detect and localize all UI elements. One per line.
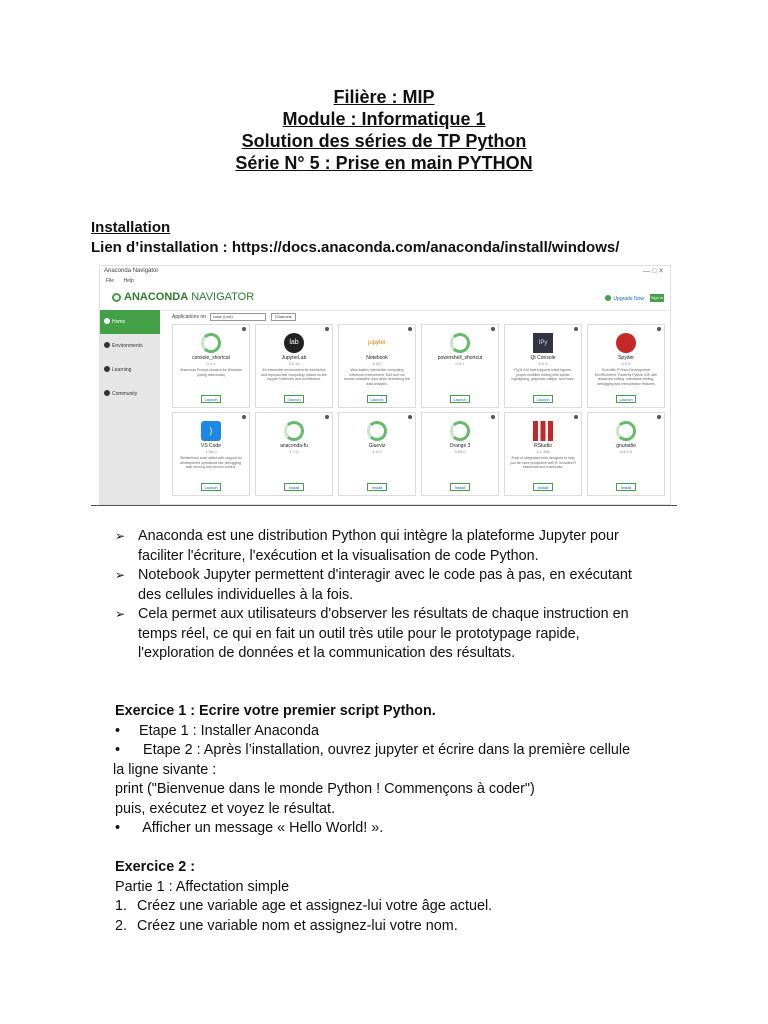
bullet-line: Anaconda est une distribution Python qui intègre la plateforme Jupyter pour xyxy=(138,528,619,544)
app-description xyxy=(422,366,498,394)
logo-rest: NAVIGATOR xyxy=(188,291,255,303)
step-text: Afficher un message « Hello World! ». xyxy=(139,820,384,836)
title-line-module: Module : Informatique 1 xyxy=(282,109,486,129)
people-icon xyxy=(104,390,110,396)
app-logo-icon: lab xyxy=(284,333,304,353)
sign-in-button[interactable]: Sign in xyxy=(650,295,664,300)
exercice-1-step-1 xyxy=(115,722,715,742)
app-version: 4.2.5 xyxy=(621,361,631,366)
home-icon xyxy=(104,318,110,324)
app-card xyxy=(255,412,333,496)
app-name: Qt Console xyxy=(530,355,556,361)
exercice-2-item xyxy=(115,897,715,917)
gear-icon[interactable] xyxy=(242,415,246,419)
app-logo-icon xyxy=(450,421,470,441)
app-card xyxy=(172,324,250,408)
app-name: Orange 3 xyxy=(449,443,471,449)
arrow-bullet-icon: ➢ xyxy=(115,529,126,543)
app-launch-button[interactable]: Launch xyxy=(533,395,553,403)
app-logo-icon xyxy=(616,333,636,353)
app-launch-button[interactable]: Launch xyxy=(201,395,221,403)
app-launch-button[interactable]: Launch xyxy=(450,395,470,403)
app-launch-button[interactable]: Install xyxy=(367,483,387,491)
exercice-1-step-3 xyxy=(115,819,715,839)
upgrade-label: Upgrade Now xyxy=(613,296,644,302)
bullet-line: l'exploration de données et la communication des résultats. xyxy=(138,645,516,661)
app-logo-icon xyxy=(201,333,221,353)
app-logo-icon: jupyter xyxy=(367,340,386,346)
navigator-sidebar xyxy=(100,310,160,504)
app-card xyxy=(338,324,416,408)
window-titlebar xyxy=(100,266,670,278)
sidebar-label: Community xyxy=(112,391,138,397)
sidebar-item-home[interactable] xyxy=(100,310,160,334)
menu-bar xyxy=(100,278,670,286)
app-logo-icon: ⟩ xyxy=(201,421,221,441)
exercice-1-code: print ("Bienvenue dans le monde Python ! Commençons à coder") xyxy=(115,781,535,797)
title-line-solution: Solution des séries de TP Python xyxy=(241,131,527,151)
gear-icon[interactable] xyxy=(574,327,578,331)
app-card xyxy=(587,324,665,408)
app-launch-button[interactable]: Install xyxy=(450,483,470,491)
sidebar-item-community[interactable] xyxy=(100,382,160,406)
bullet-line: temps réel, ce qui en fait un outil très utile pour le prototypage rapide, xyxy=(138,625,580,642)
document-title xyxy=(0,86,768,174)
dot-bullet-icon: • xyxy=(115,722,121,739)
app-card xyxy=(504,412,582,496)
app-card xyxy=(338,412,416,496)
arrow-bullet-icon: ➢ xyxy=(115,568,126,582)
app-card xyxy=(421,412,499,496)
anaconda-logo xyxy=(112,291,254,303)
exercice-2 xyxy=(115,858,715,936)
window-controls[interactable]: — □ ✕ xyxy=(643,268,664,275)
gear-icon[interactable] xyxy=(325,327,329,331)
app-name: anaconda-fu xyxy=(280,443,308,449)
applications-toolbar xyxy=(166,310,670,324)
app-card xyxy=(421,324,499,408)
book-icon xyxy=(104,366,110,372)
title-line-filiere: Filière : MIP xyxy=(333,87,435,107)
anaconda-ring-icon xyxy=(112,293,121,302)
app-description xyxy=(422,454,498,482)
app-name: Notebook xyxy=(366,355,388,361)
app-name: JupyterLab xyxy=(281,355,307,361)
app-launch-button[interactable]: Install xyxy=(616,483,636,491)
app-version: 0.1.1 xyxy=(206,361,216,366)
separator-rule xyxy=(91,505,677,506)
step-text: Etape 2 : Après l’installation, ouvrez jupyter et écrire dans la première cellule xyxy=(139,742,631,758)
installation-link[interactable]: Lien d’installation : https://docs.anaconda.com/anaconda/install/windows/ xyxy=(91,239,620,256)
exercice-1-step-2 xyxy=(115,741,715,761)
bullet-line: des cellules individuelles à la fois. xyxy=(138,586,354,603)
sidebar-label: Learning xyxy=(112,367,132,373)
app-version: 1.56.0 xyxy=(205,449,217,454)
exercice-2-part-1: Partie 1 : Affectation simple xyxy=(115,878,290,895)
dot-bullet-icon: • xyxy=(115,820,121,836)
bullet-line: Cela permet aux utilisateurs d'observer les résultats de chaque instruction en xyxy=(138,606,629,622)
bullet-item xyxy=(115,566,715,605)
app-version: 1.0.0 xyxy=(372,449,382,454)
sidebar-item-learning[interactable] xyxy=(100,358,160,382)
navigator-header xyxy=(100,286,670,311)
app-name: gnuradio xyxy=(616,443,636,449)
gear-icon[interactable] xyxy=(408,415,412,419)
logo-bold: ANACONDA xyxy=(124,291,189,303)
item-text: Créez une variable age et assignez-lui votre âge actuel. xyxy=(137,898,493,914)
app-description: Web-based, interactive computing notebook environment. Edit and run human-readable docs while describing the data analysis. xyxy=(344,368,410,386)
gear-icon[interactable] xyxy=(657,415,661,419)
app-logo-icon xyxy=(367,421,387,441)
app-version: 6.3.0 xyxy=(372,361,382,366)
exercice-1-step-2-cont: la ligne sivante : xyxy=(113,761,217,778)
app-version: 3.26.0 xyxy=(454,449,466,454)
cube-icon xyxy=(104,342,110,348)
app-logo-icon: IPy xyxy=(533,333,553,353)
upgrade-link[interactable] xyxy=(605,295,644,302)
app-description: Anaconda Prompt shortcut for Windows (using miniconda) xyxy=(180,368,242,377)
gear-icon[interactable] xyxy=(325,415,329,419)
upgrade-icon xyxy=(605,295,611,301)
navigator-main xyxy=(166,310,670,504)
item-number: 1. xyxy=(115,898,128,914)
dot-bullet-icon: • xyxy=(115,742,121,758)
gear-icon[interactable] xyxy=(491,415,495,419)
installation-heading: Installation xyxy=(91,219,171,236)
app-name: Spyder xyxy=(618,355,634,361)
anaconda-navigator-screenshot xyxy=(99,265,671,505)
app-description: Streamlined code editor with support for development operations like debugging, task running and version control. xyxy=(180,456,242,469)
title-line-serie: Série N° 5 : Prise en main PYTHON xyxy=(235,153,533,173)
app-version: 3.0.14 xyxy=(288,361,300,366)
app-launch-button[interactable]: Install xyxy=(284,483,304,491)
app-launch-button[interactable]: Launch xyxy=(284,395,304,403)
app-name: console_shortcut xyxy=(192,355,230,361)
app-name: VS Code xyxy=(200,443,221,449)
menu-help[interactable]: Help xyxy=(123,278,134,284)
app-logo-icon xyxy=(616,421,636,441)
exercice-2-title: Exercice 2 : xyxy=(115,859,196,875)
menu-file[interactable]: File xyxy=(106,278,115,284)
environment-select[interactable]: base (root) xyxy=(210,313,266,321)
app-name: powershell_shortcut xyxy=(437,355,483,361)
channels-button[interactable]: Channels xyxy=(271,313,296,321)
app-version: 1.7.2 xyxy=(289,449,299,454)
app-card xyxy=(255,324,333,408)
bullet-item xyxy=(115,527,715,566)
app-launch-button[interactable]: Launch xyxy=(616,395,636,403)
exercice-1 xyxy=(115,702,715,839)
intro-bullets xyxy=(115,527,715,664)
gear-icon[interactable] xyxy=(574,415,578,419)
app-launch-button[interactable]: Install xyxy=(533,483,553,491)
gear-icon[interactable] xyxy=(491,327,495,331)
bullet-item xyxy=(115,605,715,664)
exercice-2-item xyxy=(115,917,715,937)
item-number: 2. xyxy=(115,917,128,934)
bullet-line: faciliter l'écriture, l'exécution et la visualisation de code Python. xyxy=(138,547,539,564)
exercice-1-after: puis, exécutez et voyez le résultat. xyxy=(115,800,335,817)
window-title: Anaconda Navigator xyxy=(104,268,159,274)
app-description: An extensible environment for interactive and reproducible computing, based on the Jupyter Notebook and Architecture. xyxy=(261,368,327,381)
app-description: Scientific PYthon Development EnviRonment. Powerful Python IDE with advanced editing, interactive testing, debugging and introspection features xyxy=(594,368,658,386)
app-description xyxy=(588,454,664,482)
app-description xyxy=(256,454,332,482)
item-text: Créez une variable nom et assignez-lui votre nom. xyxy=(137,917,458,934)
sidebar-label: Home xyxy=(112,319,126,325)
app-card xyxy=(587,412,665,496)
app-description xyxy=(339,454,415,482)
app-description: PyQt GUI that supports inline figures, proper multiline editing with syntax highlighting, graphical calltips, and more. xyxy=(511,368,575,381)
app-launch-button[interactable]: Launch xyxy=(201,483,221,491)
app-launch-button[interactable]: Launch xyxy=(367,395,387,403)
app-name: RStudio xyxy=(534,443,552,449)
exercice-1-title: Exercice 1 : Ecrire votre premier script Python. xyxy=(115,703,436,719)
gear-icon[interactable] xyxy=(408,327,412,331)
step-text: Etape 1 : Installer Anaconda xyxy=(139,722,320,739)
app-logo-icon xyxy=(450,333,470,353)
app-version: 5.0.3 xyxy=(538,361,548,366)
app-card xyxy=(504,324,582,408)
app-logo-icon xyxy=(284,421,304,441)
arrow-bullet-icon: ➢ xyxy=(115,607,126,621)
sidebar-item-environments[interactable] xyxy=(100,334,160,358)
gear-icon[interactable] xyxy=(657,327,661,331)
bullet-line: Notebook Jupyter permettent d'interagir avec le code pas à pas, en exécutant xyxy=(138,567,632,583)
app-version: 1.1.456 xyxy=(536,449,550,454)
app-version: 3.8.2.0 xyxy=(619,449,633,454)
app-name: Glueviz xyxy=(368,443,386,449)
app-card xyxy=(172,412,250,496)
app-version: 0.0.1 xyxy=(455,361,465,366)
app-logo-icon xyxy=(533,421,553,441)
applications-on-label: Applications on xyxy=(172,314,206,320)
app-description: A set of integrated tools designed to help you be more productive with R. Includes R essentials and notebooks. xyxy=(510,456,576,469)
sidebar-label: Environments xyxy=(112,343,143,349)
gear-icon[interactable] xyxy=(242,327,246,331)
